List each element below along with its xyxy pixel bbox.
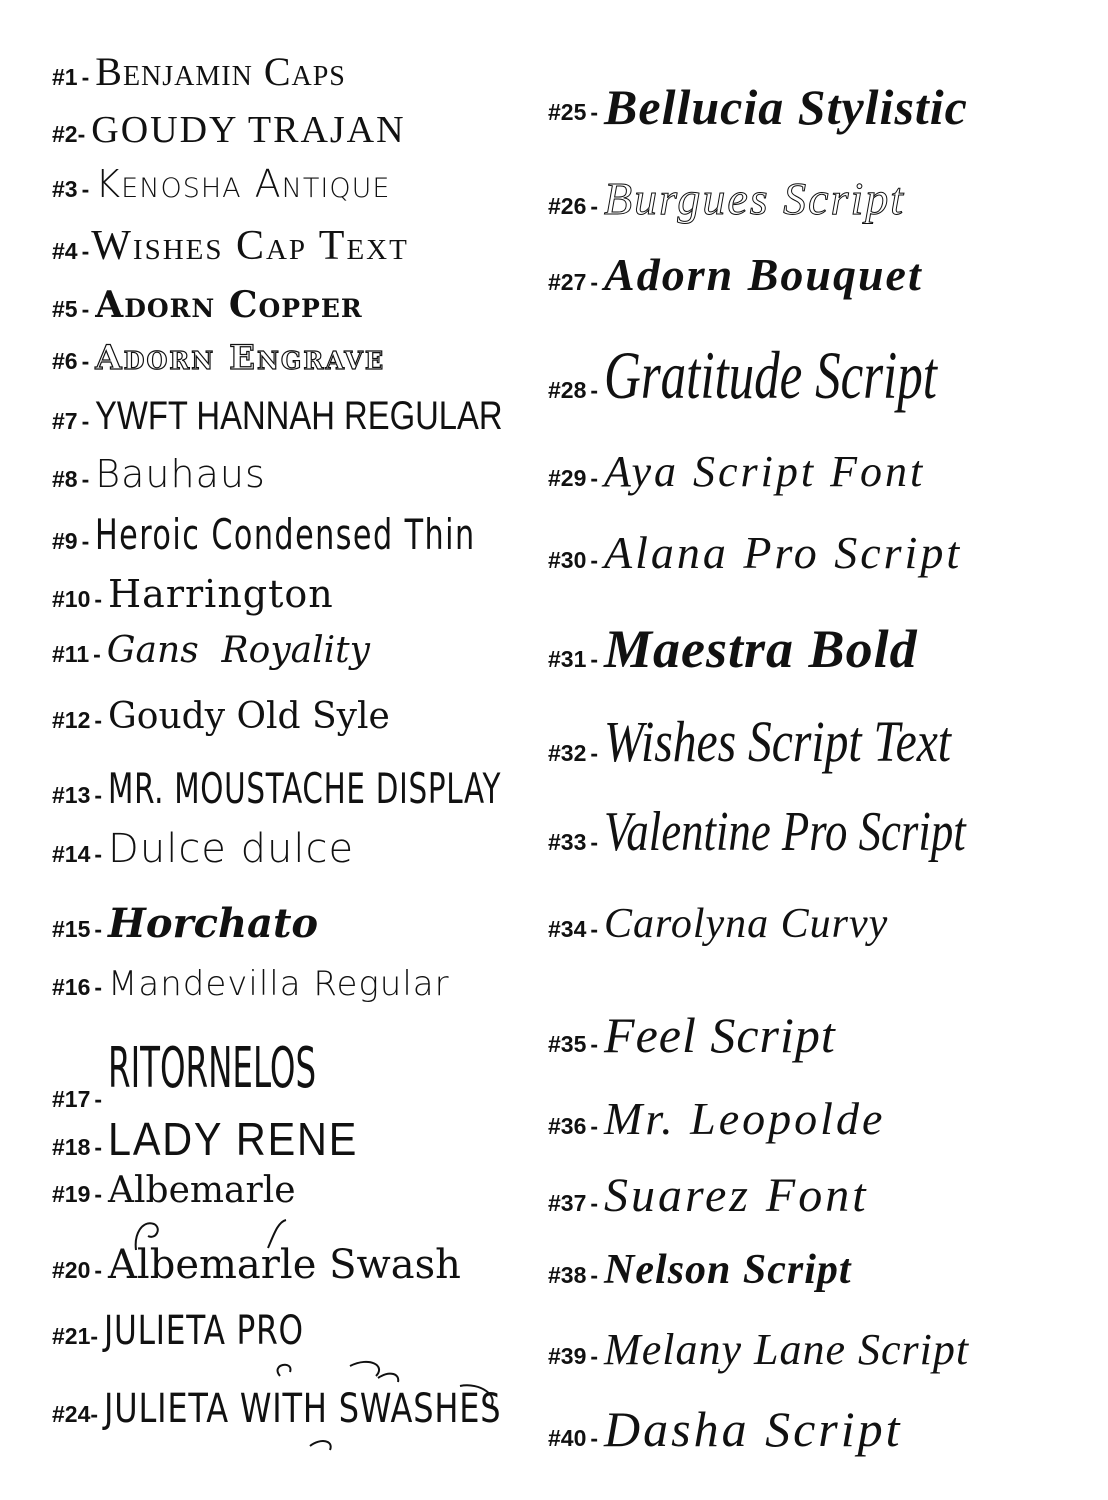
font-name-sample: Heroic Condensed Thin (95, 510, 476, 559)
entry-number: #11 (52, 641, 90, 667)
font-entry-15 (52, 900, 318, 947)
entry-number: #29 (548, 465, 587, 491)
entry-separator: - (90, 1401, 99, 1427)
entry-number: #25 (548, 99, 587, 125)
font-entry-7 (52, 394, 592, 439)
entry-number: #3 (52, 176, 78, 202)
entry-separator: - (94, 707, 103, 733)
font-entry-36 (548, 1092, 885, 1145)
font-name-sample: Bellucia Stylistic (604, 79, 968, 135)
font-entry-25 (548, 78, 968, 136)
entry-number: #33 (548, 829, 587, 855)
entry-number: #7 (52, 408, 78, 434)
entry-number: #38 (548, 1262, 587, 1288)
entry-separator: - (590, 916, 599, 942)
entry-number: #28 (548, 377, 587, 403)
entry-number: #2 (52, 121, 78, 147)
entry-separator: - (94, 974, 103, 1000)
font-name-sample: LADY RENE (108, 1113, 359, 1165)
entry-separator: - (590, 646, 599, 672)
font-name-sample: JULIETA PRO (104, 1308, 304, 1354)
font-entry-11 (52, 630, 370, 671)
entry-number: #1 (52, 64, 78, 90)
font-entry-35 (548, 1006, 836, 1064)
entry-number: #15 (52, 916, 91, 942)
entry-number: #21 (52, 1323, 91, 1349)
font-name-sample: GOUDY TRAJAN (91, 109, 406, 151)
entry-number: #17 (52, 1086, 91, 1112)
font-entry-26 (548, 172, 905, 225)
font-name-sample: Benjamin Caps (95, 49, 346, 94)
entry-separator: - (81, 64, 90, 90)
entry-separator: - (94, 1134, 103, 1160)
entry-number: #4 (52, 238, 78, 264)
font-entry-37 (548, 1168, 869, 1223)
entry-separator: - (94, 841, 103, 867)
font-name-sample: Harrington (108, 572, 334, 616)
font-entry-40 (548, 1400, 903, 1458)
entry-number: #24 (52, 1401, 91, 1427)
font-entry-34 (548, 900, 888, 948)
entry-separator: - (94, 1181, 103, 1207)
entry-number: #9 (52, 528, 78, 554)
entry-number: #30 (548, 547, 587, 573)
entry-separator: - (77, 121, 86, 147)
font-name-sample: Suarez Font (604, 1169, 869, 1222)
entry-separator: - (81, 408, 90, 434)
font-entry-30 (548, 526, 962, 579)
font-name-sample: Adorn Engrave (95, 338, 386, 378)
font-entry-5 (52, 284, 363, 326)
entry-separator: - (81, 176, 90, 202)
font-entry-16 (52, 964, 450, 1004)
font-entry-19 (52, 1170, 296, 1211)
font-name-sample: Albemarle Swash (108, 1242, 461, 1288)
entry-separator: - (94, 1086, 103, 1112)
entry-number: #31 (548, 646, 587, 672)
entry-number: #40 (548, 1425, 587, 1451)
font-name-sample: Feel Script (604, 1007, 836, 1063)
entry-number: #14 (52, 841, 91, 867)
entry-separator: - (590, 740, 599, 766)
entry-separator: - (590, 193, 599, 219)
font-entry-20 (52, 1242, 461, 1288)
font-name-sample: Maestra Bold (604, 619, 918, 679)
entry-number: #36 (548, 1113, 587, 1139)
font-name-sample: Burgues Script (604, 173, 906, 224)
entry-number: #13 (52, 782, 91, 808)
entry-number: #39 (548, 1343, 587, 1369)
entry-separator: - (590, 1031, 599, 1057)
entry-separator: - (590, 1262, 599, 1288)
font-entry-28 (548, 336, 1048, 415)
font-entry-10 (52, 572, 334, 616)
font-entry-38 (548, 1246, 852, 1294)
font-entry-21 (52, 1308, 360, 1354)
entry-number: #6 (52, 348, 78, 374)
font-name-sample: Adorn Bouquet (604, 249, 923, 300)
font-name-sample: Goudy Old Syle (108, 696, 390, 737)
entry-number: #32 (548, 740, 587, 766)
entry-separator: - (590, 1425, 599, 1451)
font-name-sample: Nelson Script (604, 1247, 852, 1293)
entry-number: #37 (548, 1190, 587, 1216)
entry-number: #10 (52, 586, 91, 612)
entry-separator: - (590, 547, 599, 573)
font-entry-8 (52, 452, 266, 496)
font-name-sample: Aya Script Font (604, 447, 926, 496)
font-name-sample: Carolyna Curvy (604, 901, 889, 947)
entry-number: #19 (52, 1181, 91, 1207)
font-entry-24 (52, 1386, 601, 1432)
font-name-sample: Alana Pro Script (604, 527, 963, 578)
font-name-sample: Wishes Script Text (604, 709, 952, 774)
font-entry-3 (52, 162, 390, 206)
font-name-sample: Dasha Script (604, 1401, 903, 1457)
entry-number: #20 (52, 1257, 91, 1283)
entry-number: #34 (548, 916, 587, 942)
font-name-sample: MR. MOUSTACHE DISPLAY (108, 764, 502, 813)
entry-separator: - (90, 1323, 99, 1349)
entry-number: #12 (52, 707, 91, 733)
font-name-sample: Gratitude Script (604, 337, 937, 413)
font-entry-12 (52, 696, 390, 737)
font-name-sample: RITORNELOS (108, 1036, 317, 1101)
entry-separator: - (590, 1343, 599, 1369)
font-name-sample: Adorn Copper (95, 284, 363, 326)
entry-number: #26 (548, 193, 587, 219)
entry-separator: - (81, 296, 90, 322)
entry-separator: - (590, 99, 599, 125)
font-entry-27 (548, 248, 923, 301)
entry-separator: - (590, 1113, 599, 1139)
entry-separator: - (590, 465, 599, 491)
entry-separator: - (94, 782, 103, 808)
font-name-sample: Mandevilla Regular (108, 964, 450, 1004)
font-name-sample: Albemarle (108, 1170, 296, 1211)
font-name-sample: Wishes Cap Text (91, 223, 409, 269)
font-name-sample: JULIETA WITH SWASHES (104, 1386, 502, 1432)
font-entry-1 (52, 48, 346, 95)
font-entry-14 (52, 826, 354, 872)
font-entry-18 (52, 1112, 386, 1166)
entry-separator: - (81, 238, 90, 264)
font-name-sample: Kenosha Antique (95, 162, 391, 206)
font-entry-39 (548, 1324, 969, 1375)
font-entry-17 (52, 1036, 467, 1112)
entry-separator: - (590, 377, 599, 403)
font-entry-32 (548, 708, 1027, 775)
font-name-sample: Horchato (108, 900, 319, 947)
font-name-sample: Gans Royality (106, 630, 370, 671)
entry-separator: - (94, 1257, 103, 1283)
font-entry-6 (52, 338, 385, 378)
font-entry-4 (52, 222, 409, 270)
entry-number: #5 (52, 296, 78, 322)
entry-separator: - (81, 528, 90, 554)
font-entry-2 (52, 108, 406, 152)
font-name-sample: Dulce dulce (108, 826, 355, 872)
font-entry-31 (548, 618, 918, 680)
entry-separator: - (81, 466, 90, 492)
entry-separator: - (590, 1190, 599, 1216)
entry-number: #27 (548, 269, 587, 295)
font-name-sample: Valentine Pro Script (604, 801, 966, 863)
font-entry-9 (52, 510, 624, 559)
entry-number: #16 (52, 974, 91, 1000)
font-name-sample: Bauhaus (95, 452, 266, 496)
entry-number: #35 (548, 1031, 587, 1057)
entry-separator: - (590, 269, 599, 295)
font-name-sample: YWFT HANNAH REGULAR (95, 394, 503, 438)
entry-separator: - (81, 348, 90, 374)
entry-separator: - (94, 586, 103, 612)
entry-number: #8 (52, 466, 78, 492)
font-entry-33 (548, 800, 1056, 864)
font-name-sample: Melany Lane Script (604, 1325, 970, 1374)
font-entry-29 (548, 446, 925, 497)
entry-separator: - (93, 641, 101, 667)
font-name-sample: Mr. Leopolde (604, 1093, 886, 1144)
entry-number: #18 (52, 1134, 91, 1160)
entry-separator: - (94, 916, 103, 942)
entry-separator: - (590, 829, 599, 855)
